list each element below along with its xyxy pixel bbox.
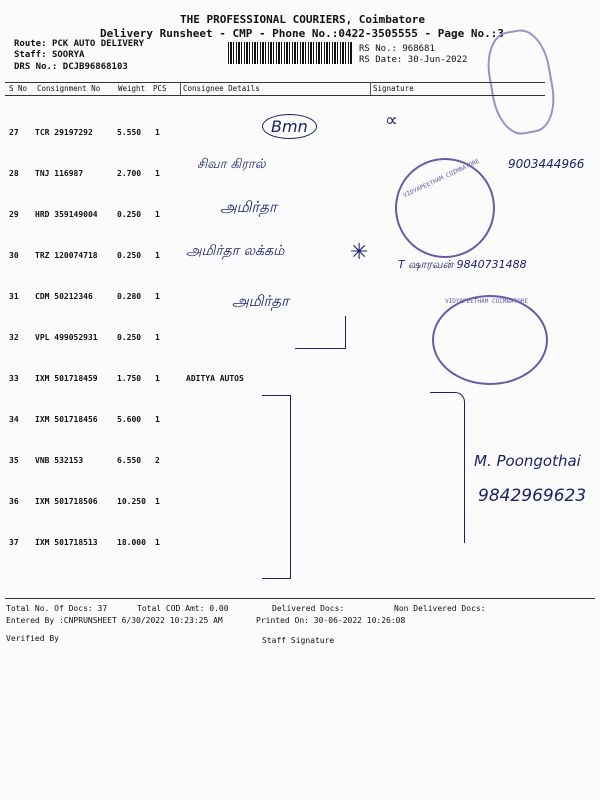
cell-pcs: 1 [155,169,160,178]
seal-text-mid: VIDYAPEETHAM COIMBATORE [402,157,481,200]
cell-consignment-no: TRZ 120074718 [35,251,98,260]
cell-pcs: 1 [155,415,160,424]
cell-consignee: ADITYA AUTOS [186,374,244,383]
barcode [228,42,352,64]
cell-sno: 30 [9,251,19,260]
rs-date-label: RS Date: [359,55,403,65]
handwriting-name-29: அமிர்தா [220,198,277,216]
bracket-33b [430,392,465,543]
cell-weight: 0.250 [117,210,142,219]
cell-consignment-no: TCR 29197292 [35,128,93,137]
bracket-31 [295,316,346,349]
handwriting-phone-3: 9842969623 [478,486,587,506]
route-value: PCK AUTO DELIVERY [51,39,145,49]
cell-consignment-no: IXM 501718459 [35,374,98,383]
cell-consignment-no: IXM 501718506 [35,497,98,506]
cell-weight: 0.250 [117,251,142,260]
cell-pcs: 1 [155,128,160,137]
route-line [14,39,144,49]
cell-weight: 10.250 [117,497,146,506]
table-row [0,508,600,548]
rs-date-line [359,55,467,65]
cell-weight: 6.550 [117,456,142,465]
cell-consignment-no: CDM 50212346 [35,292,93,301]
non-delivered-docs: Non Delivered Docs: [394,604,486,613]
col-rule-1 [180,82,181,96]
footer-rule [5,598,595,599]
cell-sno: 33 [9,374,19,383]
handwriting-sign-27b: ∝ [385,110,398,131]
drs-line [14,62,128,72]
handwriting-name-28: சிவா கிரால் [197,157,266,172]
handwriting-star: ✳ [350,240,369,265]
cell-sno: 34 [9,415,19,424]
printed-on: Printed On: 30-06-2022 10:26:08 [256,616,406,625]
cell-consignment-no: IXM 501718513 [35,538,98,547]
rs-no-value: 968681 [402,44,435,54]
cell-sno: 31 [9,292,19,301]
staff-value: SOORYA [51,50,85,60]
col-sno: S No [9,84,28,93]
table-row [0,221,600,261]
entered-by: Entered By :CNPRUNSHEET 6/30/2022 10:23:25 AM [6,616,223,625]
staff-line [14,50,84,60]
round-seal-low [432,295,548,385]
cell-pcs: 2 [155,456,160,465]
handwriting-name-31: அமிர்தா [232,292,289,310]
cell-consignment-no: TNJ 116987 [35,169,84,178]
table-header-rule-bottom [5,95,545,96]
cell-sno: 32 [9,333,19,342]
delivered-docs: Delivered Docs: [272,604,345,613]
verified-by: Verified By [6,634,59,643]
cell-consignment-no: IXM 501718456 [35,415,98,424]
cell-weight: 18.000 [117,538,146,547]
table-row [0,180,600,220]
col-signature: Signature [373,84,414,93]
seal-text-low: VIDYAPEETHAM COIMBATORE [445,298,529,305]
cell-consignment-no: VNB 532153 [35,456,84,465]
rs-date-value: 30-Jun-2022 [407,55,468,65]
staff-signature: Staff Signature [262,636,335,645]
handwriting-phone-1: 9003444966 [508,157,585,171]
table-row [0,385,600,425]
drs-label: DRS No.: [14,62,58,72]
cell-pcs: 1 [155,292,160,301]
col-pcs: PCS [153,84,167,93]
cell-pcs: 1 [155,251,160,260]
company-title: THE PROFESSIONAL COURIERS, Coimbatore [180,13,426,26]
cell-pcs: 1 [155,374,160,383]
table-header-rule [5,82,545,83]
cell-sno: 37 [9,538,19,547]
cell-weight: 2.700 [117,169,142,178]
total-docs: Total No. Of Docs: 37 [6,604,108,613]
cell-sno: 35 [9,456,19,465]
cell-weight: 0.250 [117,333,142,342]
cell-sno: 36 [9,497,19,506]
cell-pcs: 1 [155,497,160,506]
cell-consignment-no: HRD 359149004 [35,210,98,219]
cell-consignment-no: VPL 499052931 [35,333,98,342]
cell-pcs: 1 [155,333,160,342]
total-cod: Total COD Amt: 0.00 [137,604,229,613]
cell-pcs: 1 [155,538,160,547]
handwriting-phone-2: T ஷாரவன் 9840731488 [398,258,527,271]
drs-value: DCJB96868103 [62,62,128,72]
col-consignment: Consignment No [37,84,101,93]
cell-sno: 27 [9,128,19,137]
staff-label: Staff: [14,50,47,60]
handwriting-sign-27: Bmn [262,114,317,139]
route-label: Route: [14,39,47,49]
rs-no-line [359,44,435,54]
cell-pcs: 1 [155,210,160,219]
col-rule-2 [370,82,371,96]
cell-weight: 5.600 [117,415,142,424]
handwriting-name-30: அமிர்தா லக்கம் [186,243,285,259]
cell-weight: 1.750 [117,374,142,383]
col-consignee: Consignee Details [183,84,260,93]
col-weight: Weight [118,84,146,93]
cell-sno: 29 [9,210,19,219]
handwriting-name-poongothai: M. Poongothai [474,452,581,470]
cell-weight: 0.280 [117,292,142,301]
bracket-33 [262,395,291,579]
rs-no-label: RS No.: [359,44,397,54]
runsheet-subtitle: Delivery Runsheet - CMP - Phone No.:0422-3505555 - Page No.:3 [100,27,504,40]
cell-weight: 5.550 [117,128,142,137]
cell-sno: 28 [9,169,19,178]
